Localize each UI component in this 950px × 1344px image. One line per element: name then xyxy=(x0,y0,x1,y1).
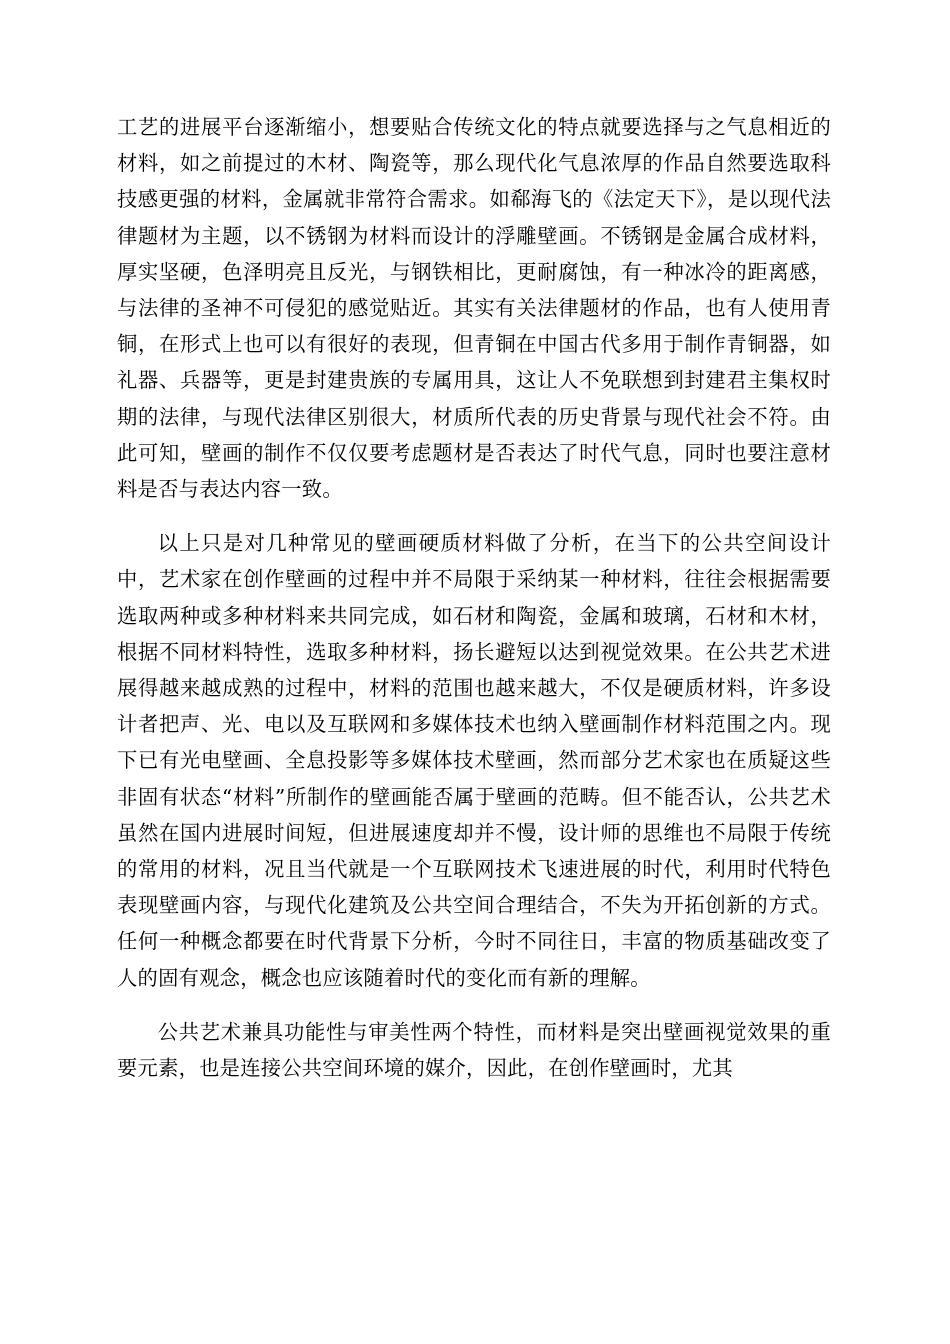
paragraph-spacer xyxy=(117,996,831,1014)
paragraph-3: 公共艺术兼具功能性与审美性两个特性，而材料是突出壁画视觉效果的重要元素，也是连接公共空间环境的媒介，因此，在创作壁画时，尤其 xyxy=(117,1019,831,1081)
document-body xyxy=(117,109,831,1086)
paragraph-1: 工艺的进展平台逐渐缩小，想要贴合传统文化的特点就要选择与之气息相近的材料，如之前提过的木材、陶瓷等，那么现代化气息浓厚的作品自然要选取科技感更强的材料，金属就非常符合需求。如郗海飞的《法定天下》，是以现代法律题材为主题，以不锈钢为材料而设计的浮雕壁画。不锈钢是金属合成材料，厚实坚硬，色泽明亮且反光，与钢铁相比，更耐腐蚀，有一种冰冷的距离感，与法律的圣神不可侵犯的感觉贴近。其实有关法律题材的作品，也有人使用青铜，在形式上也可以有很好的表现，但青铜在中国古代多用于制作青铜器，如礼器、兵器等，更是封建贵族的专属用具，这让人不免联想到封建君主集权时期的法律，与现代法律区别很大，材质所代表的历史背景与现代社会不符。由此可知，壁画的制作不仅仅要考虑题材是否表达了时代气息，同时也要注意材料是否与表达内容一致。 xyxy=(117,115,831,502)
paragraph-spacer xyxy=(117,507,831,525)
paragraph-2: 以上只是对几种常见的壁画硬质材料做了分析，在当下的公共空间设计中，艺术家在创作壁画的过程中并不局限于采纳某一种材料，往往会根据需要选取两种或多种材料来共同完成，如石材和陶瓷，金属和玻璃，石材和木材，根据不同材料特性，选取多种材料，扬长避短以达到视觉效果。在公共艺术进展得越来越成熟的过程中，材料的范围也越来越大，不仅是硬质材料，许多设计者把声、光、电以及互联网和多媒体技术也纳入壁画制作材料范围之内。现下已有光电壁画、全息投影等多媒体技术壁画，然而部分艺术家也在质疑这些非固有状态“材料”所制作的壁画能否属于壁画的范畴。但不能否认，公共艺术虽然在国内进展时间短，但进展速度却并不慢，设计师的思维也不局限于传统的常用的材料，况且当代就是一个互联网技术飞速进展的时代，利用时代特色表现壁画内容，与现代化建筑及公共空间合理结合，不失为开拓创新的方式。任何一种概念都要在时代背景下分析，今时不同往日，丰富的物质基础改变了人的固有观念，概念也应该随着时代的变化而有新的理解。 xyxy=(117,531,831,990)
